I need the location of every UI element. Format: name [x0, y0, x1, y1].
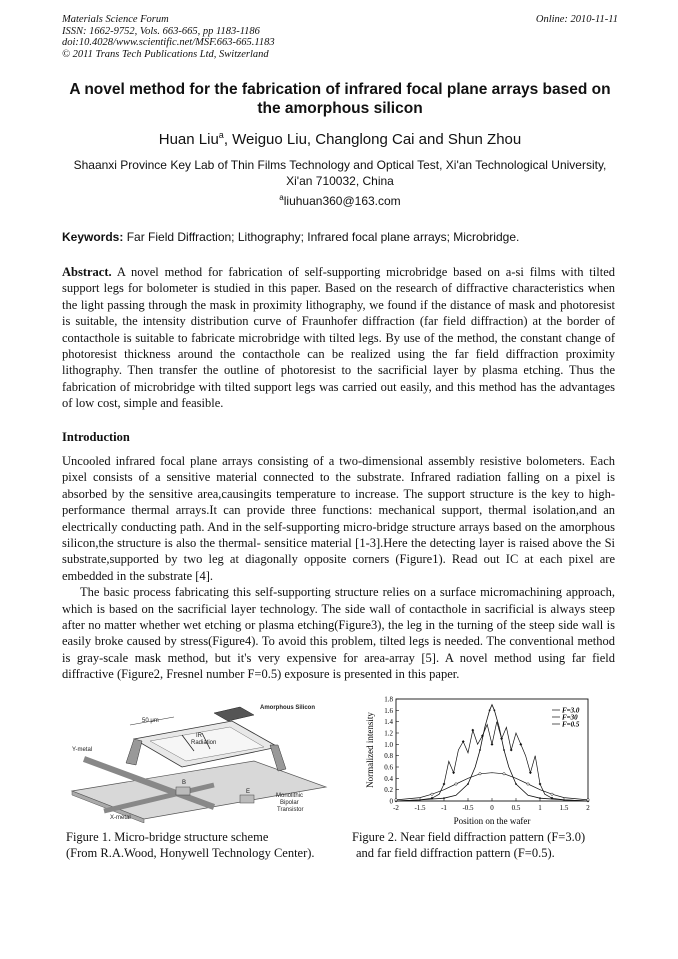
email-superscript: a	[279, 193, 284, 202]
caption-line: (From R.A.Wood, Honywell Technology Center).	[66, 846, 315, 860]
keywords-text: Far Field Diffraction; Lithography; Infrared focal plane arrays; Microbridge.	[126, 230, 520, 244]
support-leg	[270, 745, 286, 771]
label-radiation: Radiation	[191, 740, 217, 746]
data-point	[395, 799, 397, 801]
y-tick-label: 1.8	[384, 695, 393, 704]
caption-line: Figure 2. Near field diffraction pattern (F=3.0)	[352, 830, 586, 844]
label-monolithic: Monolithic	[276, 793, 304, 799]
figure-2-caption	[352, 829, 622, 861]
doi-line: doi:10.4028/www.scientific.net/MSF.663-665.1183	[62, 37, 275, 48]
x-tick-label: 0	[490, 804, 494, 812]
abstract-text: A novel method for fabrication of self-supporting microbridge based on a-si films with tilted support legs for bolometer is studied in this paper. Based on the research of diffractive characteristics when the light passing through the mask in proximity lithography, we found if the distance of mask and photoresist is suitable, the intensity distribution curve of Fraunhofer diffraction (far field diffraction) at the border of contacthole is suitable to fabricate microbridge with tilted legs. By use of the method, the constant change of photoresist thickness around the contacthole can be realized using the far field diffraction proximity lithography. Then transfer the outline of photoresist to the sacrificial layer by plasma etching. Thus the fabrication of microbridge with tilted support legs was carried out easily, and this method has the advantages of low cost, simple and feasible.	[62, 265, 616, 411]
caption-line: and far field diffraction pattern (F=0.5).	[356, 846, 555, 860]
email-address[interactable]: liuhuan360@163.com	[283, 194, 401, 208]
data-point	[479, 749, 481, 751]
label-scale: 50 μm	[142, 718, 159, 724]
label-transistor: Transistor	[277, 807, 304, 813]
label-e: E	[246, 789, 251, 795]
online-date: Online: 2010-11-11	[535, 14, 618, 25]
y-tick-label: 1.0	[384, 740, 393, 749]
data-point	[587, 799, 589, 801]
x-tick-label: 1	[538, 804, 542, 812]
y-tick-label: 1.6	[384, 706, 393, 715]
transistor-block	[240, 795, 254, 803]
data-point	[503, 749, 505, 751]
email	[62, 193, 618, 208]
abstract-label: Abstract.	[62, 265, 112, 279]
keywords	[62, 230, 618, 244]
label-y-metal: Y-metal	[72, 747, 93, 753]
y-tick-label: 0.6	[384, 763, 393, 772]
label-x-metal: X-metal	[110, 815, 131, 821]
x-tick-label: -1	[441, 804, 447, 812]
data-point	[443, 797, 445, 799]
paper-title: A novel method for the fabrication of infrared focal plane arrays based on the amorphous silicon	[69, 81, 611, 117]
introduction-body	[62, 453, 615, 683]
journal-header	[62, 14, 618, 60]
copyright-line: © 2011 Trans Tech Publications Ltd, Switzerland	[62, 48, 269, 60]
data-point	[431, 793, 433, 795]
x-tick-label: 2	[586, 804, 590, 812]
x-tick-label: 1.5	[559, 804, 569, 812]
legend-label: F=30	[562, 713, 578, 722]
support-leg	[126, 739, 142, 765]
paragraph: The basic process fabricating this self-supporting structure relies on a surface micromachining approach, which is based on the sacrificial layer technology. The side wall of contacthole in sacrificial is always steep after no matter whether wet etching or plasma etching(Figure3), the leg in the turning of the steep side wall is easily broke caused by stress(Figure4). To avoid this problem, tilted legs is needed. The conventional method is gray-scale mask method, but it's very expensive for area-array [5]. A novel method using far field diffractive (Figure2, Fresnel number F=0.5) exposure is presented in this paper.	[62, 585, 615, 682]
author-superscript: a	[218, 130, 224, 140]
figure-2-diffraction-chart	[356, 693, 610, 827]
authors	[62, 130, 618, 148]
x-tick-label: -2	[393, 804, 399, 812]
section-heading-introduction: Introduction	[62, 430, 130, 444]
data-point	[455, 783, 457, 785]
data-point	[539, 797, 541, 799]
transistor-block	[176, 787, 190, 795]
amorphous-silicon-patch	[214, 707, 254, 721]
abstract	[62, 264, 615, 412]
label-ir: IR	[196, 733, 202, 739]
label-b: B	[182, 780, 187, 786]
caption-line: Figure 1. Micro-bridge structure scheme	[66, 830, 269, 844]
issn-line: ISSN: 1662-9752, Vols. 663-665, pp 1183-1186	[62, 25, 260, 37]
label-bipolar: Bipolar	[280, 800, 299, 806]
keywords-label: Keywords:	[62, 230, 124, 244]
y-tick-label: 0.8	[384, 752, 393, 761]
data-point	[494, 709, 496, 711]
data-point	[479, 773, 481, 775]
y-tick-label: 0.4	[384, 774, 393, 783]
legend-label: F=0.5	[562, 720, 580, 729]
data-point	[503, 773, 505, 775]
journal-name: Materials Science Forum	[62, 14, 169, 25]
label-amorphous-silicon: Amorphous Silicon	[260, 705, 316, 711]
first-author: Huan Liu	[158, 131, 219, 148]
chart-xlabel: Position on the wafer	[453, 816, 531, 826]
y-tick-label: 1.2	[384, 729, 393, 738]
data-point	[527, 783, 529, 785]
paragraph: Uncooled infrared focal plane arrays consisting of a two-dimensional assembly resistive bolometers. Each pixel consists of a sensitive material connected to the substrate. Infrared radiation falling on a pixel is absorbed by the sensitive area,causingits temperature to increase. The support structure is the key to high-performance thermal arrays.It can provide three functions: mechanical support, thermal isolation,and an electrically conducting path. And in the self-supporting micro-bridge structure arrays based on the amorphous silicon,the structure is also the thermal- sensitice material [1-3].Here the detecting layer is raised above the Si substrate,supported by two leg at diagonally opposite corners (Figure1). Read out IC at each pixel are embedded in the substrate [4].	[62, 454, 615, 583]
data-point	[467, 783, 469, 785]
chart-ylabel: Normalized intensity	[365, 712, 375, 788]
other-authors: , Weiguo Liu, Changlong Cai and Shun Zhou	[223, 131, 522, 148]
y-tick-label: 0	[389, 797, 393, 806]
affiliation: Shaanxi Province Key Lab of Thin Films Technology and Optical Test, Xi'an Technological University, Xi'an 710032, China	[73, 158, 607, 188]
x-tick-label: 0.5	[511, 804, 521, 812]
figure-1-caption	[66, 829, 351, 861]
data-point	[515, 783, 517, 785]
data-point	[489, 709, 491, 711]
x-tick-label: -1.5	[414, 804, 426, 812]
y-tick-label: 1.4	[384, 718, 393, 727]
y-tick-label: 0.2	[384, 786, 393, 795]
legend-label: F=3.0	[562, 706, 580, 715]
plot-frame	[396, 699, 588, 801]
figure-1-microbridge-diagram	[64, 699, 336, 823]
data-point	[551, 793, 553, 795]
x-tick-label: -0.5	[462, 804, 474, 812]
